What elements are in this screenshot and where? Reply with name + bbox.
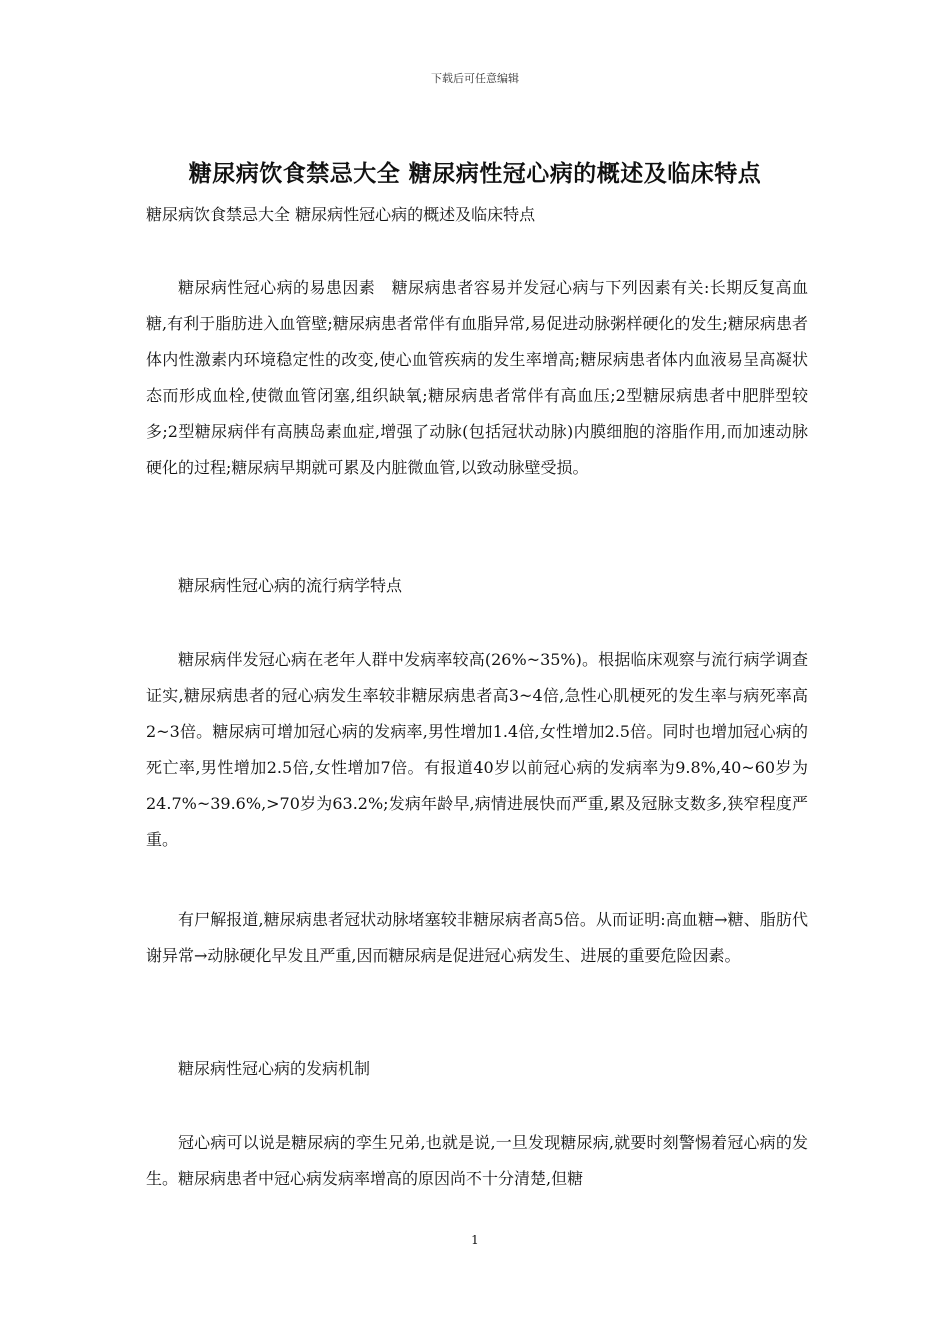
header-note: 下载后可任意编辑	[431, 72, 519, 85]
paragraph-text: 糖尿病伴发冠心病在老年人群中发病率较高(26%~35%)。根据临床观察与流行病学调查证实,糖尿病患者的冠心病发生率较非糖尿病患者高3~4倍,急性心肌梗死的发生率与病死率高2~3倍。糖尿病可增加冠心病的发病率,男性增加1.4倍,女性增加2.5倍。同时也增加冠心病的死亡率,男性增加2.5倍,女性增加7倍。有报道40岁以前冠心病的发病率为9.8%,40~60岁为24.7%~39.6%,>70岁为63.2%;发病年龄早,病情进展快而严重,累及冠脉支数多,狭窄程度严重。	[146, 650, 808, 849]
section-heading-pathogenesis	[146, 1051, 808, 1087]
section-heading: 糖尿病性冠心病的发病机制	[178, 1059, 371, 1078]
paragraph-epidemiology	[146, 642, 808, 858]
section-heading: 糖尿病性冠心病的流行病学特点	[178, 576, 403, 595]
paragraph-text: 冠心病可以说是糖尿病的孪生兄弟,也就是说,一旦发现糖尿病,就要时刻警惕着冠心病的发生。糖尿病患者中冠心病发病率增高的原因尚不十分清楚,但糖	[146, 1133, 808, 1188]
paragraph-text: 糖尿病性冠心病的易患因素 糖尿病患者容易并发冠心病与下列因素有关:长期反复高血糖,有利于脂肪进入血管壁;糖尿病患者常伴有血脂异常,易促进动脉粥样硬化的发生;糖尿病患者体内性激素内环境稳定性的改变,使心血管疾病的发生率增高;糖尿病患者体内血液易呈高凝状态而形成血栓,使微血管闭塞,组织缺氧;糖尿病患者常伴有高血压;2型糖尿病患者中肥胖型较多;2型糖尿病伴有高胰岛素血症,增强了动脉(包括冠状动脉)内膜细胞的溶脂作用,而加速动脉硬化的过程;糖尿病早期就可累及内脏微血管,以致动脉壁受损。	[146, 278, 808, 477]
paragraph-pathogenesis	[146, 1125, 808, 1197]
page-title: 糖尿病饮食禁忌大全 糖尿病性冠心病的概述及临床特点	[188, 161, 762, 187]
page-number: 1	[471, 1233, 479, 1247]
paragraph-risk-factors	[146, 270, 808, 486]
page-subtitle: 糖尿病饮食禁忌大全 糖尿病性冠心病的概述及临床特点	[146, 205, 536, 224]
paragraph-text: 有尸解报道,糖尿病患者冠状动脉堵塞较非糖尿病者高5倍。从而证明:高血糖→糖、脂肪代谢异常→动脉硬化早发且严重,因而糖尿病是促进冠心病发生、进展的重要危险因素。	[146, 910, 808, 965]
paragraph-autopsy	[146, 902, 808, 974]
section-heading-epidemiology	[146, 568, 808, 604]
